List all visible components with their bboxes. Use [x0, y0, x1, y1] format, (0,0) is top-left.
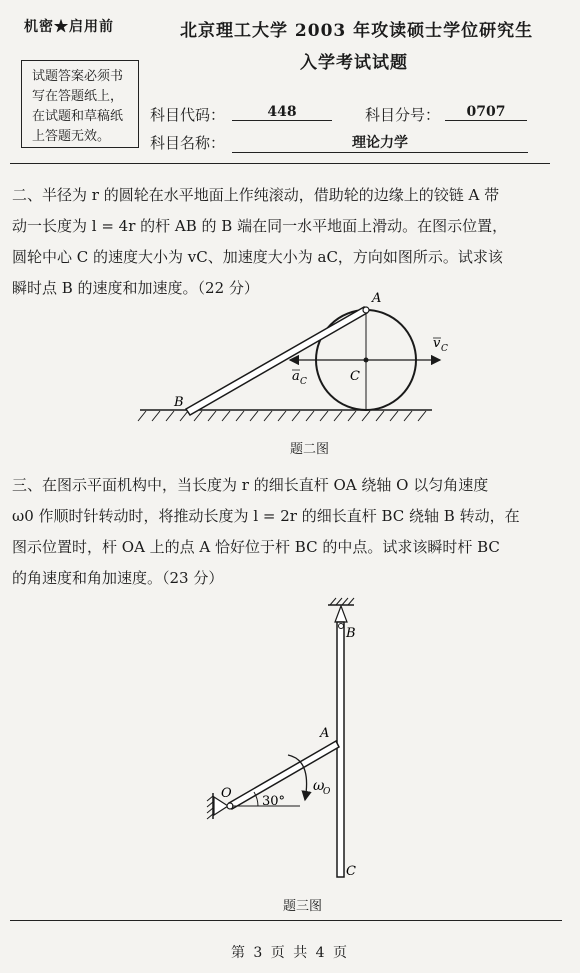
- subject-code-label: 科目代码：: [150, 106, 226, 124]
- answer-notice-box: [21, 60, 139, 148]
- label-o: O: [221, 786, 232, 801]
- label-angle: 30°: [262, 794, 286, 809]
- label-omega: [313, 778, 331, 797]
- notice-line: 在试题和草稿纸: [32, 109, 124, 124]
- exam-subtitle: 入学考试试题: [300, 53, 408, 73]
- label-vc-main: v: [433, 336, 441, 351]
- problem-line: 圆轮中心 C 的速度大小为 vC、加速度大小为 aC，方向如图所示。试求该: [12, 248, 503, 266]
- problem-line: 三、在图示平面机构中，当长度为 r 的细长直杆 OA 绕轴 O 以匀角速度: [12, 476, 489, 494]
- label-vc-sub: C: [441, 344, 448, 354]
- page-number: 第 3 页 共 4 页: [230, 945, 350, 961]
- subject-name-label: 科目名称：: [150, 134, 226, 152]
- label-ac-sub: C: [300, 377, 307, 387]
- notice-line: 试题答案必须书: [32, 69, 124, 84]
- problem-line: 的角速度和角加速度。（23 分）: [12, 569, 224, 587]
- hinge-a: [363, 307, 369, 313]
- support-b-hatching: [330, 598, 354, 605]
- notice-line: 写在答题纸上，: [32, 89, 124, 104]
- problem-line: ω0 作顺时针转动时，将推动长度为 l = 2r 的细长直杆 BC 绕轴 B 转动，在: [12, 507, 520, 525]
- problem-line: 二、半径为 r 的圆轮在水平地面上作纯滚动，借助轮的边缘上的铰链 A 带: [12, 186, 500, 204]
- label-ac-main: a: [292, 369, 300, 384]
- footer-divider: [10, 920, 562, 921]
- label-b: B: [174, 395, 184, 410]
- rod-bc: [337, 622, 344, 877]
- ground-hatching: [138, 411, 426, 421]
- label-ac: [292, 369, 307, 387]
- subject-number-value: 0707: [445, 104, 527, 121]
- label-b: B: [346, 626, 356, 641]
- figure-2: [0, 280, 580, 440]
- subject-code-value: 448: [232, 104, 332, 121]
- problem-3-text: [12, 470, 568, 594]
- label-a: A: [372, 291, 382, 306]
- subject-number-label: 科目分号：: [365, 106, 441, 124]
- support-o-hatching: [207, 796, 213, 819]
- figure-3: [0, 595, 580, 895]
- rod-ab: [186, 307, 367, 415]
- problem-line: 图示位置时，杆 OA 上的点 A 恰好位于杆 BC 的中点。试求该瞬时杆 BC: [12, 538, 500, 556]
- header-divider: [10, 163, 550, 164]
- confidential-mark: 机密★启用前: [24, 19, 114, 35]
- subject-name-value: 理论力学: [232, 132, 528, 153]
- label-a: A: [320, 726, 330, 741]
- support-b-triangle: [335, 606, 347, 622]
- figure-2-caption: 题二图: [290, 442, 330, 457]
- figure-3-caption: 题三图: [283, 899, 323, 914]
- label-vc: [433, 336, 448, 354]
- label-omega-main: ω: [313, 778, 325, 794]
- notice-line: 上答题无效。: [32, 129, 111, 144]
- label-c: C: [346, 864, 356, 879]
- problem-line: 瞬时点 B 的速度和加速度。（22 分）: [12, 279, 259, 297]
- hinge-b: [339, 624, 344, 629]
- label-omega-sub: O: [323, 787, 331, 797]
- exam-title: 北京理工大学 2003 年攻读硕士学位研究生: [180, 21, 534, 41]
- label-c: C: [350, 369, 360, 384]
- problem-line: 动一长度为 l = 4r 的杆 AB 的 B 端在同一水平地面上滑动。在图示位置，: [12, 217, 508, 235]
